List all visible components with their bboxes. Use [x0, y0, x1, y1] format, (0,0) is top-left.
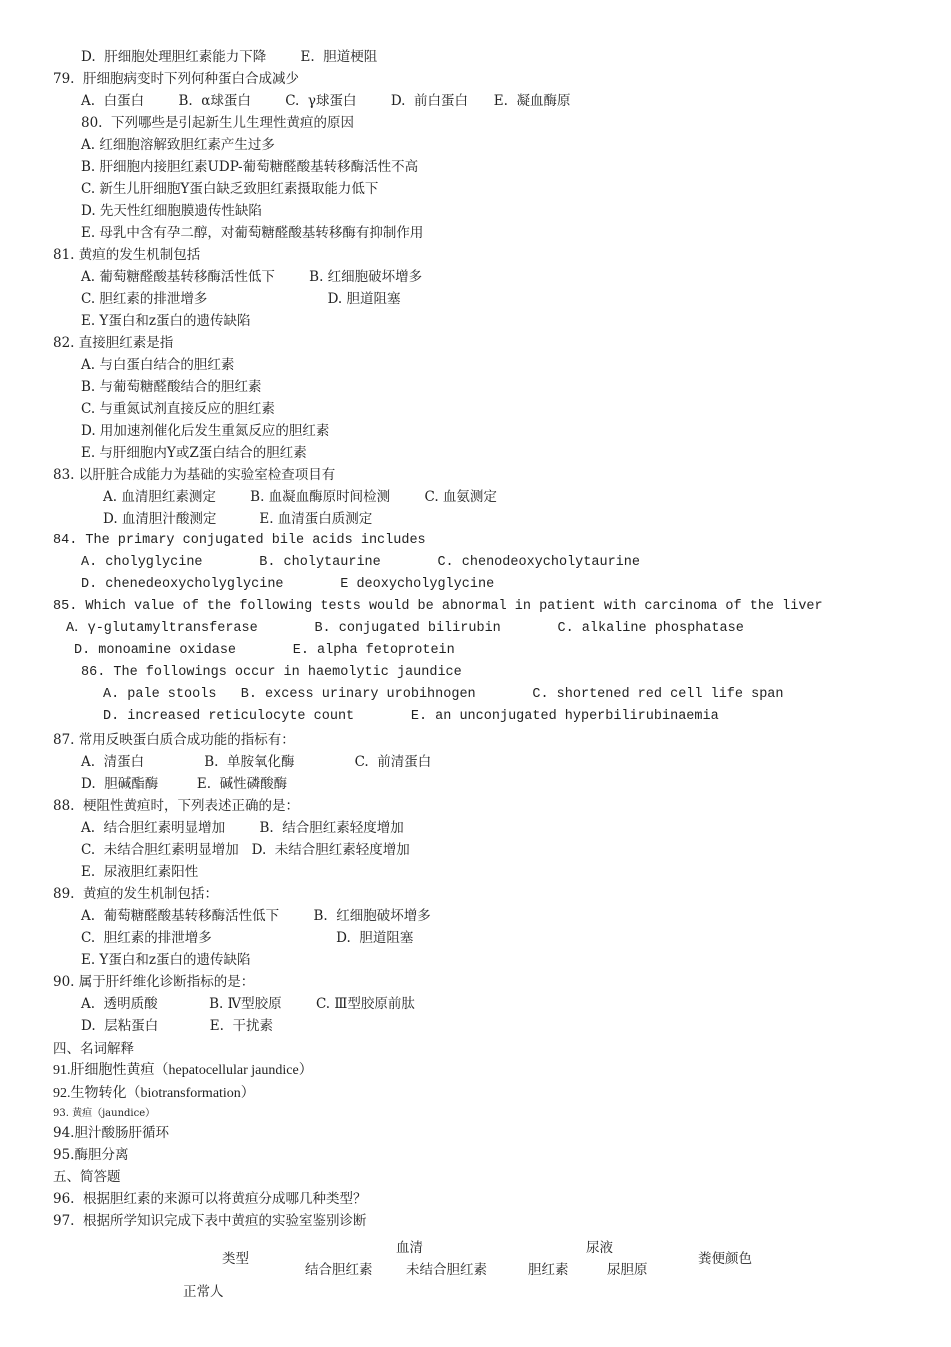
table-subheader-unconjugated: 未结合胆红素 — [406, 1262, 487, 1278]
text-line: D. 用加速剂催化后发生重氮反应的胆红素 — [81, 423, 330, 439]
text-line: D. 胆碱酯酶 E. 碱性磷酸酶 — [81, 776, 288, 792]
table-row-normal: 正常人 — [183, 1284, 224, 1300]
text-line: C. 胆红素的排泄增多 D. 胆道阻塞 — [81, 291, 401, 307]
text-line: B. 肝细胞内接胆红素UDP-葡萄糖醛酸基转移酶活性不高 — [81, 159, 419, 175]
text-line: C. 胆红素的排泄增多 D. 胆道阻塞 — [81, 930, 414, 946]
text-line: A. 结合胆红素明显增加 B. 结合胆红素轻度增加 — [81, 820, 404, 836]
text-line: 86. The followings occur in haemolytic jaundice — [81, 665, 462, 680]
text-line: D. monoamine oxidase E. alpha fetoprotein — [74, 643, 455, 658]
text-line: D. chenedeoxycholyglycine E deoxycholyglycine — [81, 577, 495, 592]
table-header-serum: 血清 — [396, 1240, 423, 1256]
text-line: C. 与重氮试剂直接反应的胆红素 — [81, 401, 275, 417]
text-line: E. Y蛋白和z蛋白的遗传缺陷 — [81, 313, 251, 329]
table-subheader-bilirubin: 胆红素 — [528, 1262, 569, 1278]
text-line: 84. The primary conjugated bile acids includes — [53, 533, 426, 548]
text-line: E. Y蛋白和z蛋白的遗传缺陷 — [81, 952, 251, 968]
text-line: 92.生物转化（biotransformation） — [53, 1086, 255, 1101]
text-line: 94.胆汁酸肠肝循环 — [53, 1125, 169, 1141]
text-line: A．γ-glutamyltransferase B. conjugated bilirubin C. alkaline phosphatase — [66, 621, 744, 636]
text-line: 91.肝细胞性黄疸（hepatocellular jaundice） — [53, 1063, 313, 1078]
text-line: 82. 直接胆红素是指 — [53, 335, 174, 351]
text-line: A. 透明质酸 B. Ⅳ型胶原 C. Ⅲ型胶原前肽 — [81, 996, 415, 1012]
text-line: A. 葡萄糖醛酸基转移酶活性低下 B. 红细胞破坏增多 — [81, 269, 423, 285]
table-header-stool: 粪便颜色 — [698, 1251, 752, 1267]
text-line: D. 先天性红细胞膜遗传性缺陷 — [81, 203, 262, 219]
text-line: D. 层粘蛋白 E. 干扰素 — [81, 1018, 273, 1034]
text-line: 85. Which value of the following tests would be abnormal in patient with carcinoma of the liver — [53, 599, 823, 614]
text-line: 93. 黄疸（jaundice） — [53, 1108, 156, 1119]
text-line: 79. 肝细胞病变时下列何种蛋白合成减少 — [53, 71, 300, 87]
text-line: 96. 根据胆红素的来源可以将黄疸分成哪几种类型？ — [53, 1191, 367, 1207]
text-line: D. 血清胆汁酸测定 E. 血清蛋白质测定 — [103, 511, 373, 527]
table-subheader-conjugated: 结合胆红素 — [305, 1262, 373, 1278]
table-header-urine: 尿液 — [586, 1240, 613, 1256]
text-line: E. 与肝细胞内Y或Z蛋白结合的胆红素 — [81, 445, 307, 461]
text-line: 95.酶胆分离 — [53, 1147, 129, 1163]
text-line: A. 清蛋白 B. 单胺氧化酶 C. 前清蛋白 — [81, 754, 432, 770]
text-line: A. 葡萄糖醛酸基转移酶活性低下 B. 红细胞破坏增多 — [81, 908, 431, 924]
table-header-type: 类型 — [222, 1251, 249, 1267]
table-subheader-urobilinogen: 尿胆原 — [607, 1262, 648, 1278]
text-line: 83. 以肝脏合成能力为基础的实验室检查项目有 — [53, 467, 336, 483]
text-line: B. 与葡萄糖醛酸结合的胆红素 — [81, 379, 262, 395]
text-line: 87. 常用反映蛋白质合成功能的指标有： — [53, 732, 295, 748]
text-line: E. 尿液胆红素阳性 — [81, 864, 199, 880]
text-line: D. increased reticulocyte count E. an unconjugated hyperbilirubinaemia — [103, 709, 719, 724]
text-line: 90. 属于肝纤维化诊断指标的是： — [53, 974, 255, 990]
text-line: C. 未结合胆红素明显增加 D. 未结合胆红素轻度增加 — [81, 842, 410, 858]
text-line: A. 白蛋白 B. α球蛋白 C. γ球蛋白 D. 前白蛋白 E. 凝血酶原 — [81, 93, 571, 109]
text-line: 81. 黄疸的发生机制包括 — [53, 247, 201, 263]
text-line: 89. 黄疸的发生机制包括： — [53, 886, 219, 902]
text-line: A. 与白蛋白结合的胆红素 — [81, 357, 235, 373]
text-line: A. cholyglycine B. cholytaurine C. chenodeoxycholytaurine — [81, 555, 640, 570]
text-line: 四、名词解释 — [53, 1041, 134, 1057]
text-line: 88. 梗阻性黄疸时，下列表述正确的是： — [53, 798, 300, 814]
text-line: 五、简答题 — [53, 1169, 121, 1185]
text-line: A. 红细胞溶解致胆红素产生过多 — [81, 137, 275, 153]
text-line: D. 肝细胞处理胆红素能力下降 E. 胆道梗阻 — [81, 49, 378, 65]
text-line: 97. 根据所学知识完成下表中黄疸的实验室鉴别诊断 — [53, 1213, 367, 1229]
text-line: C. 新生儿肝细胞Y蛋白缺乏致胆红素摄取能力低下 — [81, 181, 379, 197]
text-line: 80. 下列哪些是引起新生儿生理性黄疸的原因 — [81, 115, 355, 131]
text-line: A. 血清胆红素测定 B. 血凝血酶原时间检测 C. 血氨测定 — [103, 489, 497, 505]
text-line: E. 母乳中含有孕二醇，对葡萄糖醛酸基转移酶有抑制作用 — [81, 225, 424, 241]
text-line: A. pale stools B. excess urinary urobihnogen C. shortened red cell life span — [103, 687, 784, 702]
